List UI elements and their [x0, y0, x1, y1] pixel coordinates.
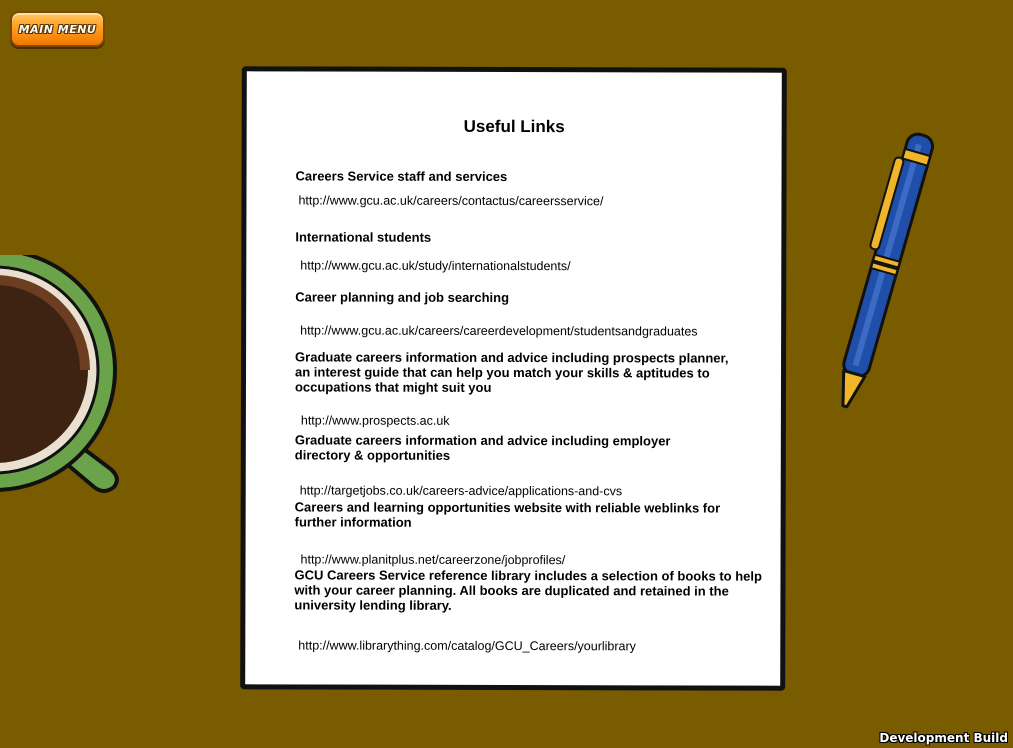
link-careers-service[interactable]: http://www.gcu.ac.uk/careers/contactus/careersservice/ [298, 193, 604, 209]
link-prospects[interactable]: http://www.prospects.ac.uk [300, 413, 450, 428]
development-build-label: Development Build [879, 731, 1008, 745]
link-international-students[interactable]: http://www.gcu.ac.uk/study/internationalstudents/ [300, 258, 571, 274]
main-menu-label: MAIN MENU [18, 22, 97, 36]
coffee-mug-icon [0, 255, 130, 500]
pen-icon [830, 120, 940, 420]
link-planitplus[interactable]: http://www.planitplus.net/careerzone/jobprofiles/ [300, 552, 566, 568]
section-heading: Graduate careers information and advice including prospects planner, an interest guide that can help you match your skills & aptitudes to occupations that might suit you [294, 349, 729, 395]
link-librarything[interactable]: http://www.librarything.com/catalog/GCU_Careers/yourlibrary [298, 638, 636, 654]
main-menu-button[interactable] [10, 11, 105, 47]
link-career-planning[interactable]: http://www.gcu.ac.uk/careers/careerdevelopment/studentsandgraduates [300, 323, 698, 339]
section-heading: Graduate careers information and advice including employer directory & opportunities [294, 432, 671, 463]
section-heading: International students [295, 229, 432, 245]
section-heading: Careers Service staff and services [295, 168, 508, 184]
section-heading: Careers and learning opportunities website with reliable weblinks for further information [294, 499, 721, 530]
section-heading: Career planning and job searching [295, 289, 510, 305]
link-targetjobs[interactable]: http://targetjobs.co.uk/careers-advice/applications-and-cvs [299, 483, 623, 499]
section-heading: GCU Careers Service reference library includes a selection of books to help with your career planning. All books are duplicated and retained in the university lending library. [294, 567, 762, 613]
page-title: Useful Links [463, 116, 565, 137]
useful-links-paper [240, 66, 787, 690]
